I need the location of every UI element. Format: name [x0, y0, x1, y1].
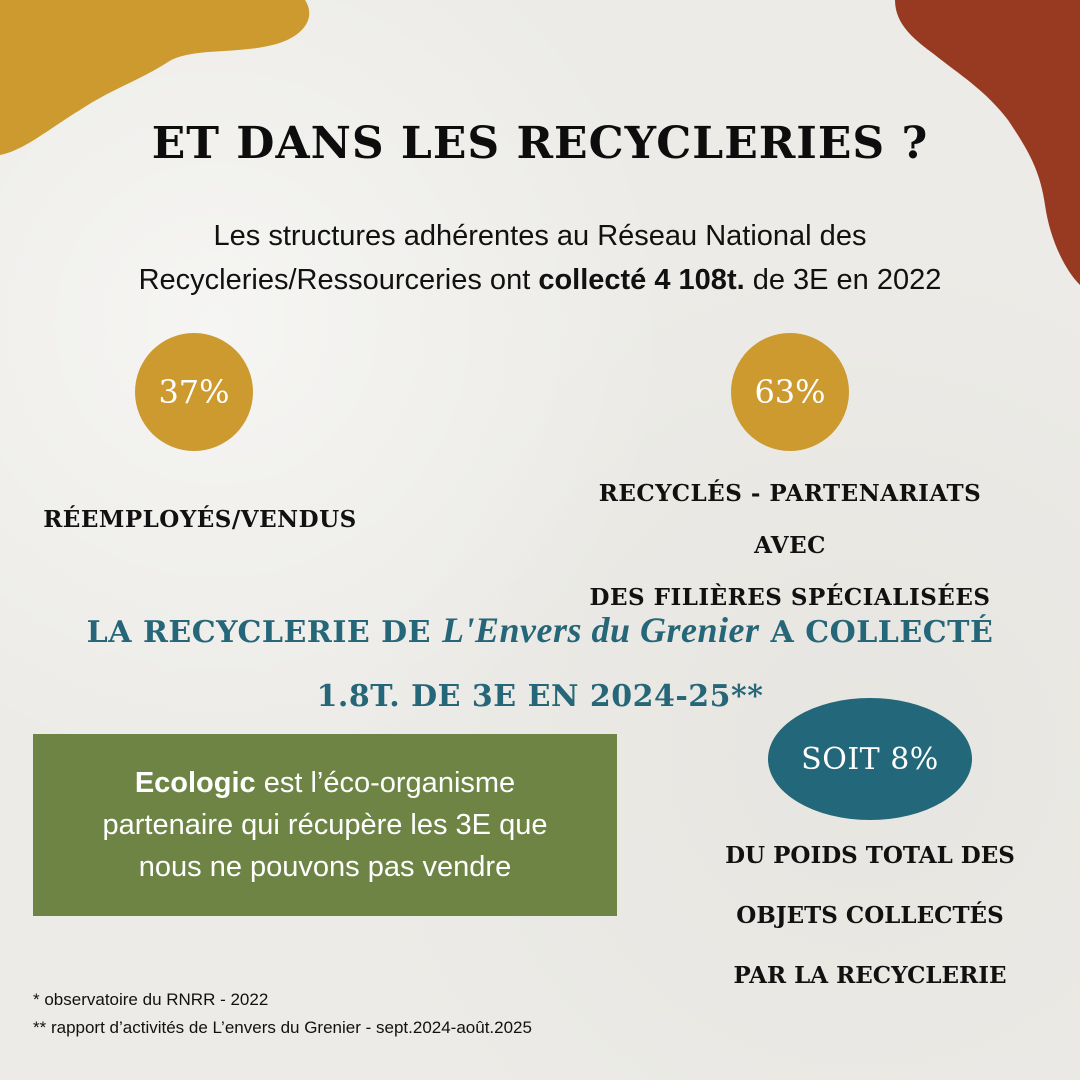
share-line-1: DU POIDS TOTAL DES	[725, 842, 1015, 869]
recycle-label-line-1: RECYCLÉS - PARTENARIATS AVEC	[598, 480, 982, 559]
share-line-3: PAR LA RECYCLERIE	[733, 962, 1007, 989]
intro-line-2	[40, 258, 1040, 302]
share-description	[690, 826, 1050, 1006]
intro-collected-amount: collecté 4 108t.	[538, 264, 745, 296]
intro-text	[40, 214, 1040, 302]
highlight-brand-name: L'Envers du Grenier	[442, 610, 760, 650]
intro-line-1: Les structures adhérentes au Réseau National des	[213, 220, 867, 252]
recycle-label-line-2: DES FILIÈRES SPÉCIALISÉES	[589, 584, 991, 611]
intro-line-2-end: de 3E en 2022	[744, 264, 942, 296]
ecologic-line-2: partenaire qui récupère les 3E que	[102, 809, 548, 841]
ecologic-line-3: nous ne pouvons pas vendre	[138, 851, 512, 883]
ecologic-line-1-rest: est l’éco-organisme	[255, 767, 516, 799]
highlight-part-1: LA RECYCLERIE DE	[86, 615, 442, 650]
ecologic-line-1	[103, 762, 548, 804]
highlight-line-2: 1.8T. DE 3E EN 2024-25**	[316, 679, 764, 714]
footnote-1: * observatoire du RNRR - 2022	[33, 990, 269, 1009]
page-title: ET DANS LES RECYCLERIES ?	[151, 118, 929, 169]
reuse-label: RÉEMPLOYÉS/VENDUS	[43, 506, 357, 533]
intro-line-2-start: Recycleries/Ressourceries ont	[138, 264, 539, 296]
footnote-2: ** rapport d’activités de L’envers du Grenier - sept.2024-août.2025	[33, 1018, 532, 1037]
share-percent-badge: SOIT 8%	[768, 698, 972, 820]
ecologic-name: Ecologic	[134, 767, 256, 799]
highlight-line-1	[60, 598, 1020, 665]
reuse-percent-badge: 37%	[135, 333, 253, 451]
share-line-2: OBJETS COLLECTÉS	[736, 902, 1004, 929]
recycle-percent-badge: 63%	[731, 333, 849, 451]
highlight-part-2: A COLLECTÉ	[759, 615, 994, 650]
ecologic-info-box	[33, 734, 617, 916]
